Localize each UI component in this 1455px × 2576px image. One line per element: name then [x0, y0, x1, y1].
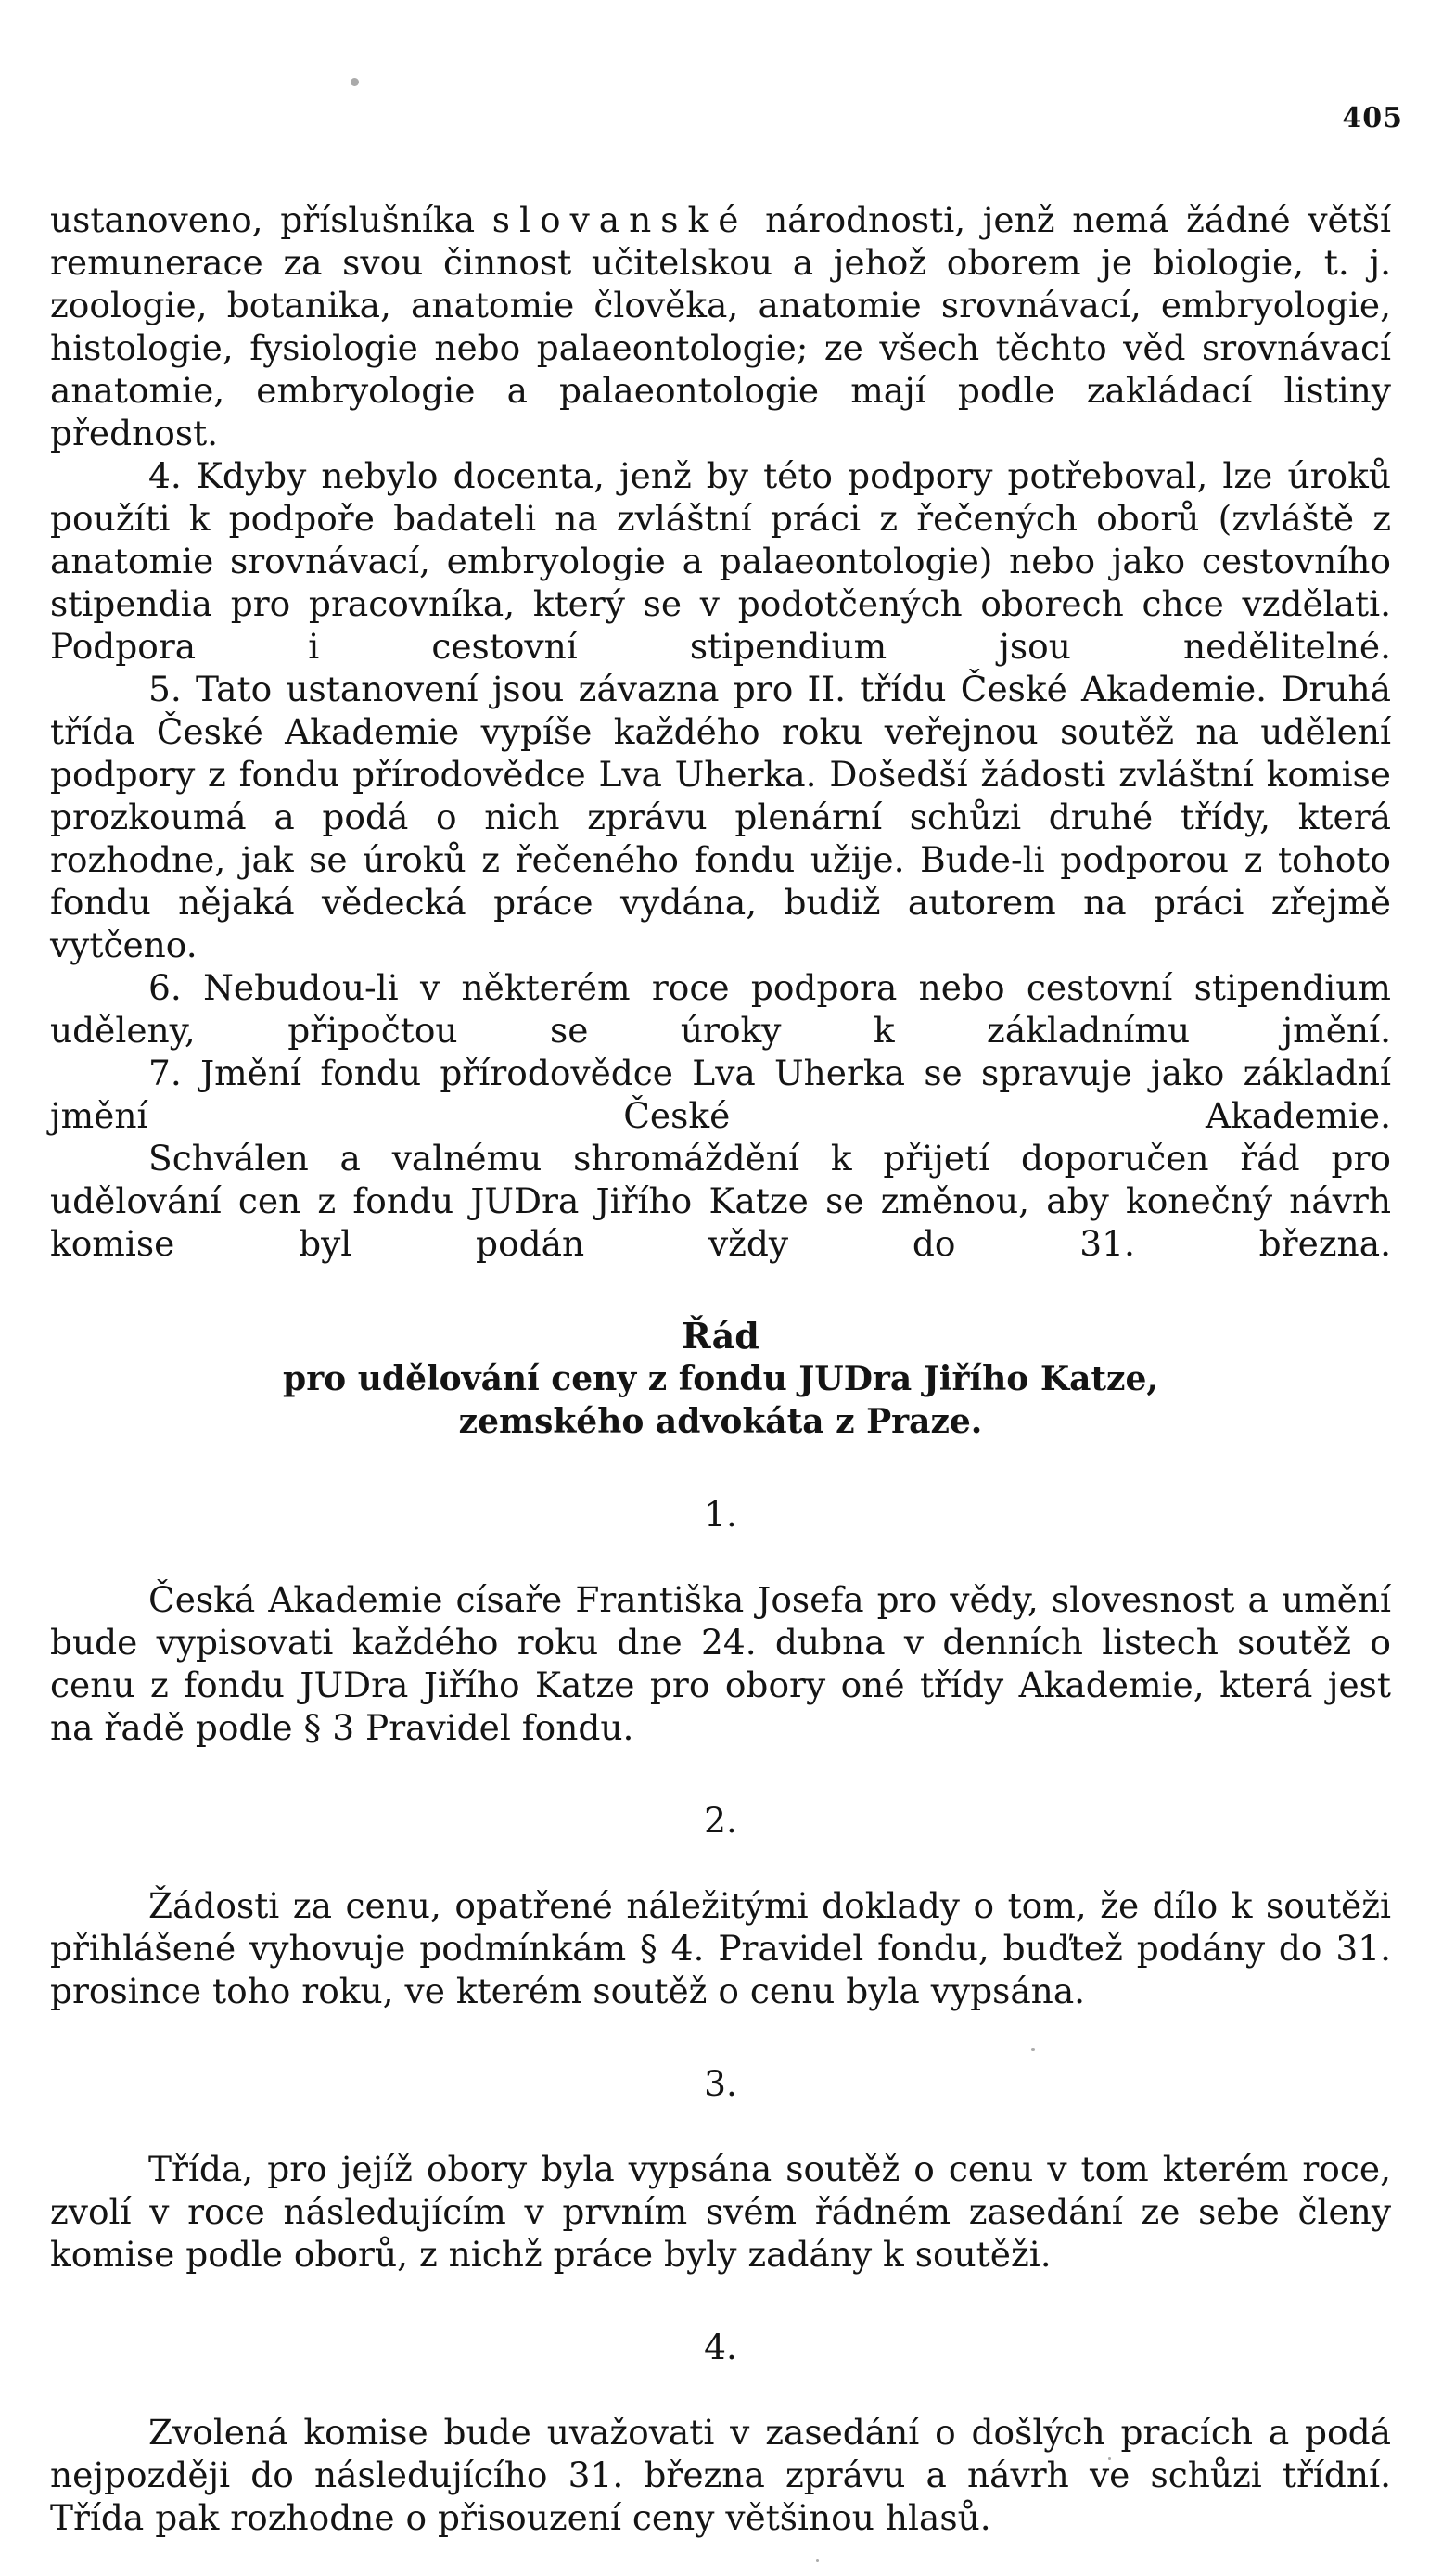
- section-text-3: Třída, pro jejíž obory byla vypsána soutěž o cenu v tom kterém roce, zvolí v roce následujícím v prvním svém řádném zasedání ze sebe členy komise podle oborů, z nichž práce byly zadány k soutěži.: [50, 2149, 1391, 2275]
- statute-paragraph-4: 4. Kdyby nebylo docenta, jenž by této podpory potřeboval, lze úroků použíti k podpoře badateli na zvláštní práci z řečených oborů (zvláště z anatomie srovnávací, embryologie a palaeontologie) nebo jako cestovního stipendia pro pracovníka, který se v podotčených oborech chce vzdělati. Podpora i cestovní stipendium jsou nedělitelné.: [50, 455, 1391, 667]
- scan-speck-mark: [351, 78, 359, 86]
- statute-paragraph-7: 7. Jmění fondu přírodovědce Lva Uherka se spravuje jako základní jmění České Akademie.: [50, 1052, 1391, 1136]
- paragraph-lead-text: ustanoveno, příslušníka: [50, 199, 476, 240]
- section-text-4: Zvolená komise bude uvažovati v zasedání o došlých pracích a podá nejpozději do následujícího 31. března zprávu a návrh ve schůzi třídní. Třída pak rozhodne o přisouzení ceny většinou hlasů.: [50, 2412, 1391, 2538]
- statute-paragraph-5: 5. Tato ustanovení jsou závazna pro II. třídu České Akademie. Druhá třída České Akademie vypíše každého roku veřejnou soutěž na udělení podpory z fondu přírodovědce Lva Uherka. Došedší žádosti zvláštní komise prozkoumá a podá o nich zprávu plenární schůzi druhé třídy, která rozhodne, jak se úroků z řečeného fondu užije. Bude-li podporou z tohoto fondu nějaká vědecká práce vydána, budiž autorem na práci zřejmě vytčeno.: [50, 669, 1391, 965]
- page-number: 405: [1342, 102, 1403, 134]
- section-text-2: Žádosti za cenu, opatřené náležitými doklady o tom, že dílo k soutěži přihlášené vyhovuje podmínkám § 4. Pravidel fondu, buďtež podány do 31. prosince toho roku, ve kterém soutěž o cenu byla vypsána.: [50, 1885, 1391, 2011]
- order-subtitle-line-2: zemského advokáta z Praze.: [458, 1402, 983, 1441]
- approval-paragraph: Schválen a valnému shromáždění k přijetí doporučen řád pro udělování cen z fondu JUDra Jiřího Katze se změnou, aby konečný návrh komise byl podán vždy do 31. března.: [50, 1138, 1391, 1264]
- scan-speck-mark: [816, 2559, 819, 2562]
- section-number-2: 2.: [704, 1800, 737, 1841]
- statute-paragraph-3-continuation: [50, 198, 1391, 454]
- emphasized-word: slovanské: [491, 199, 748, 240]
- page-body: [50, 198, 1391, 2539]
- order-title: Řád: [682, 1315, 759, 1357]
- statute-paragraph-6: 6. Nebudou-li v některém roce podpora nebo cestovní stipendium uděleny, připočtou se úroky k základnímu jmění.: [50, 967, 1391, 1051]
- paragraph-rest-text: národnosti, jenž nemá žádné větší remunerace za svou činnost učitelskou a jehož oborem je biologie, t. j. zoologie, botanika, anatomie člověka, anatomie srovnávací, embryologie, histologie, fysiologie nebo palaeontologie; ze všech těchto věd srovnávací anatomie, embryologie a palaeontologie mají podle zakládací listiny přednost.: [50, 199, 1392, 453]
- section-text-1: Česká Akademie císaře Františka Josefa pro vědy, slovesnost a umění bude vypisovati každého roku dne 24. dubna v denních listech soutěž o cenu z fondu JUDra Jiřího Katze pro obory oné třídy Akademie, která jest na řadě podle § 3 Pravidel fondu.: [50, 1579, 1391, 1748]
- section-number-1: 1.: [704, 1494, 737, 1535]
- section-number-4: 4.: [704, 2327, 737, 2367]
- order-subtitle-line-1: pro udělování ceny z fondu JUDra Jiřího Katze,: [283, 1359, 1158, 1398]
- section-number-3: 3.: [704, 2063, 737, 2104]
